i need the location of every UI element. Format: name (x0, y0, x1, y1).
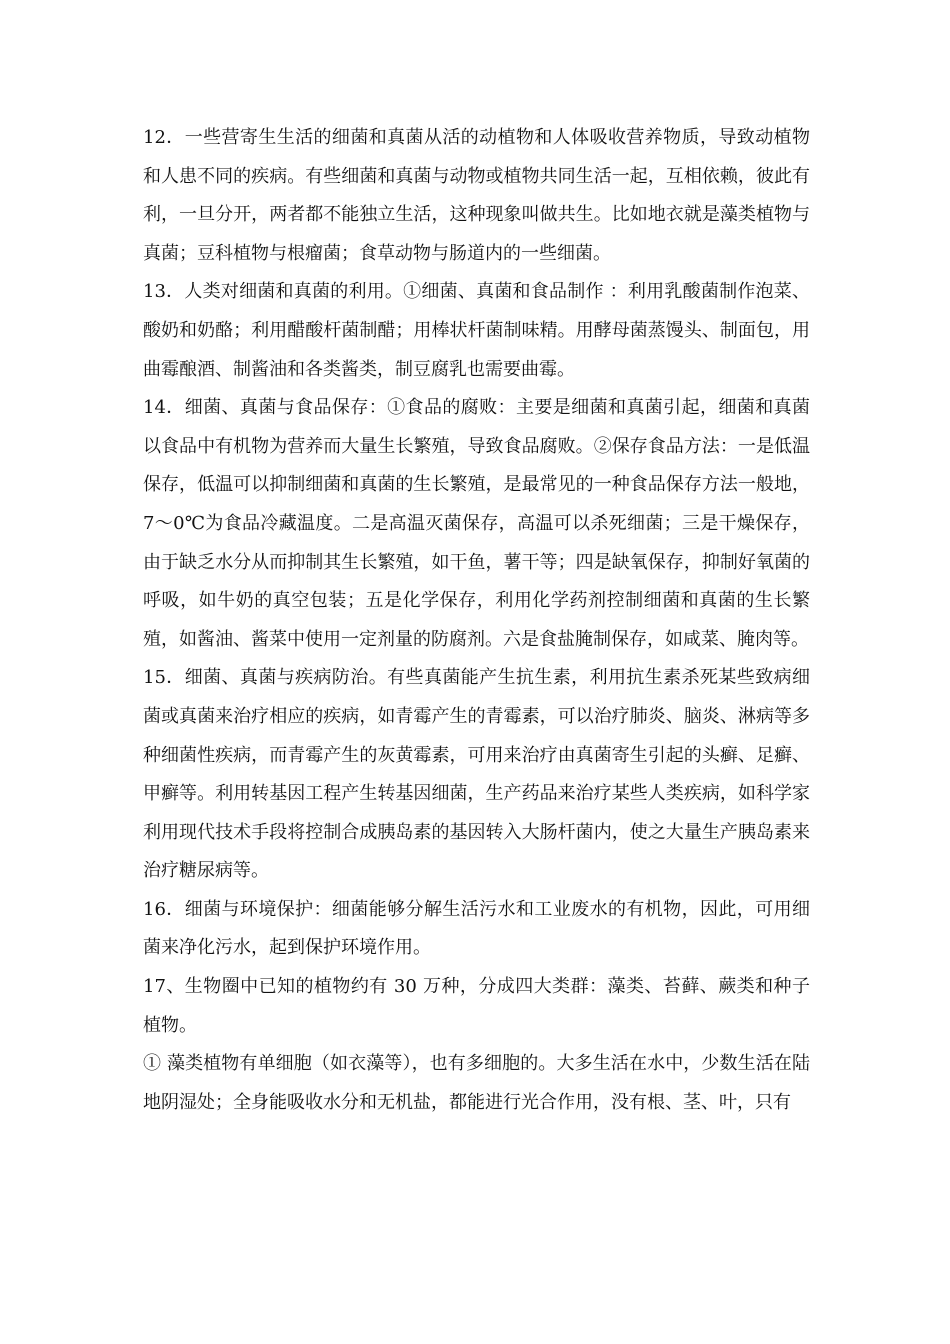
document-body (143, 119, 810, 1122)
paragraph-16-environment: 16．细菌与环境保护：细菌能够分解生活污水和工业废水的有机物，因此，可用细菌来净化污水，起到保护环境作用。 (143, 898, 810, 959)
paragraph-17-plant-groups: 17、生物圈中已知的植物约有 30 万种，分成四大类群：藻类、苔藓、蕨类和种子植物。 (143, 976, 810, 1036)
paragraph-14-food-preservation: 14．细菌、真菌与食品保存：①食品的腐败：主要是细菌和真菌引起，细菌和真菌以食品中有机物为营养而大量生长繁殖，导致食品腐败。②保存食品方法：一是低温保存，低温可以抑制细菌和真菌的生长繁殖，是最常见的一种食品保存方法一般地，7～0℃为食品冷藏温度。二是高温灭菌保存，高温可以杀死细菌；三是干燥保存，由于缺乏水分从而抑制其生长繁殖，如干鱼，薯干等；四是缺氧保存，抑制好氧菌的呼吸，如牛奶的真空包装；五是化学保存，利用化学药剂控制细菌和真菌的生长繁殖，如酱油、酱菜中使用一定剂量的防腐剂。六是食盐腌制保存，如咸菜、腌肉等。 (143, 397, 810, 650)
paragraph-algae: ① 藻类植物有单细胞（如衣藻等），也有多细胞的。大多生活在水中，少数生活在陆地阴湿处；全身能吸收水分和无机盐，都能进行光合作用，没有根、茎、叶，只有 (143, 1053, 810, 1113)
paragraph-15-disease-prevention: 15．细菌、真菌与疾病防治。有些真菌能产生抗生素，利用抗生素杀死某些致病细菌或真菌来治疗相应的疾病，如青霉产生的青霉素，可以治疗肺炎、脑炎、淋病等多种细菌性疾病，而青霉产生的灰黄霉素，可用来治疗由真菌寄生引起的头癣、足癣、甲癣等。利用转基因工程产生转基因细菌，生产药品来治疗某些人类疾病，如科学家利用现代技术手段将控制合成胰岛素的基因转入大肠杆菌内，使之大量生产胰岛素来治疗糖尿病等。 (143, 667, 810, 882)
paragraph-13-utilization: 13．人类对细菌和真菌的利用。①细菌、真菌和食品制作 ：利用乳酸菌制作泡菜、酸奶和奶酪；利用醋酸杆菌制醋；用棒状杆菌制味精。用酵母菌蒸馒头、制面包，用曲霉酿酒、制酱油和各类酱类，制豆腐乳也需要曲霉。 (143, 281, 810, 380)
paragraph-12-symbiosis: 12．一些营寄生生活的细菌和真菌从活的动植物和人体吸收营养物质，导致动植物和人患不同的疾病。有些细菌和真菌与动物或植物共同生活一起，互相依赖，彼此有利，一旦分开，两者都不能独立生活，这种现象叫做共生。比如地衣就是藻类植物与真菌；豆科植物与根瘤菌；食草动物与肠道内的一些细菌。 (143, 127, 810, 264)
